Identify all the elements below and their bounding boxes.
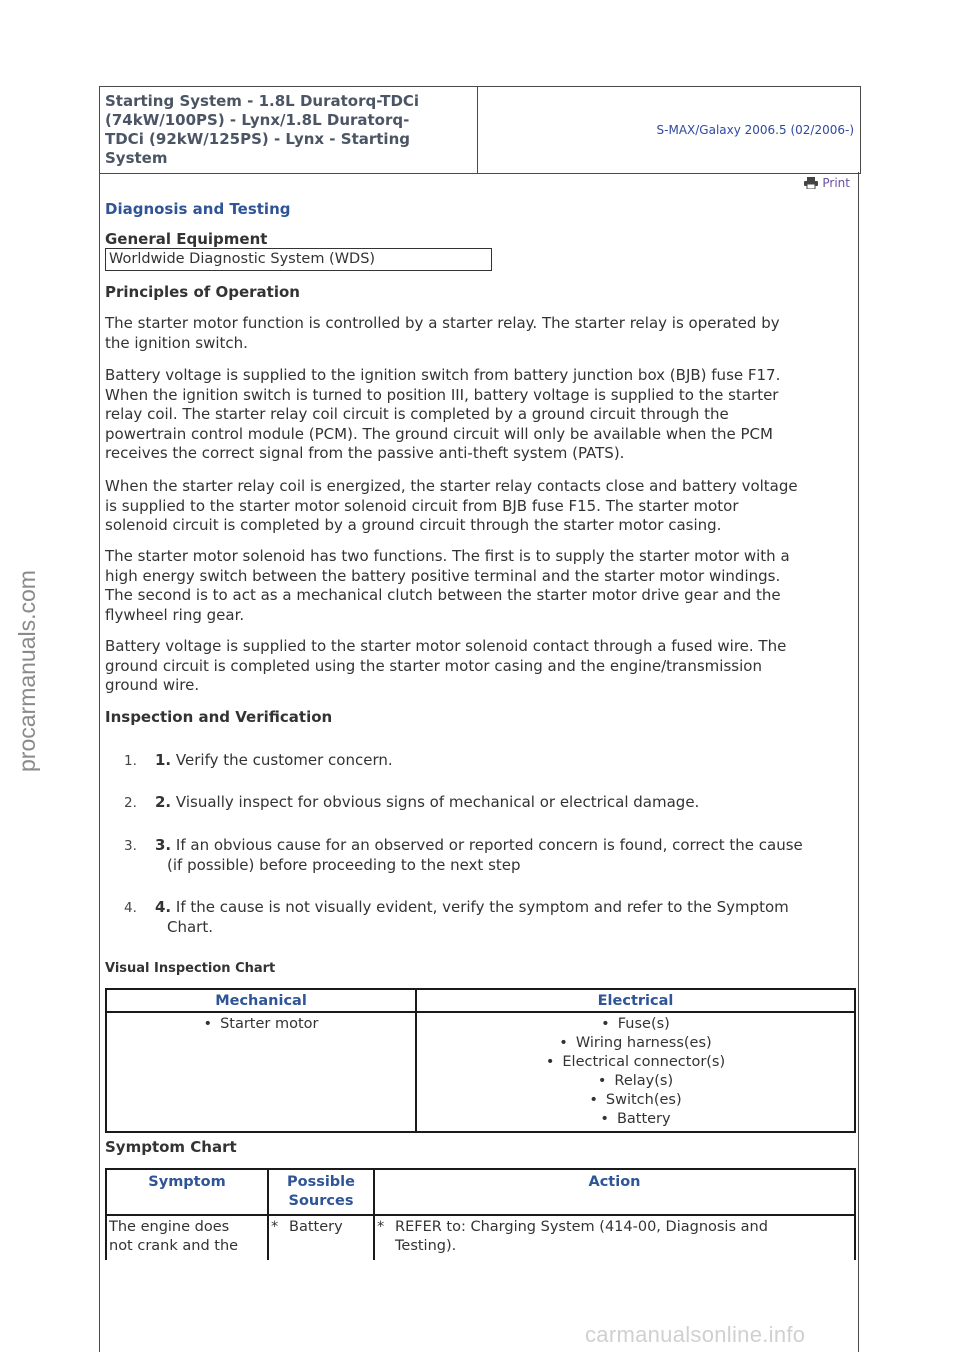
paragraph xyxy=(105,314,850,353)
paragraph xyxy=(105,366,850,464)
document-header xyxy=(99,86,861,174)
cell-text: Battery xyxy=(289,1219,343,1235)
paragraph xyxy=(105,637,850,696)
symptom-table xyxy=(105,1168,856,1260)
step-number: 1. xyxy=(155,751,172,769)
paragraph-line: flywheel ring gear. xyxy=(105,605,245,624)
side-watermark xyxy=(7,540,47,780)
side-watermark-text: procarmanuals.com xyxy=(14,570,40,772)
list-number: 1. xyxy=(124,753,137,769)
symptom-chart-title: Symptom Chart xyxy=(105,1138,237,1156)
column-header: Mechanical xyxy=(106,989,416,1012)
paragraph-line: When the ignition switch is turned to position III, battery voltage is supplied to the starter xyxy=(105,385,779,404)
paragraph-line: receives the correct signal from the passive anti-theft system (PATS). xyxy=(105,444,625,462)
paragraph-line: relay coil. The starter relay coil circuit is completed by a ground circuit through the xyxy=(105,405,729,423)
paragraph-line: solenoid circuit is completed by a ground circuit through the starter motor casing. xyxy=(105,516,722,534)
paragraph-line: The starter motor solenoid has two functions. The first is to supply the starter motor with a xyxy=(105,547,790,565)
list-number: 3. xyxy=(124,838,137,854)
print-label: Print xyxy=(822,176,850,190)
paragraph-line: The starter motor function is controlled by a starter relay. The starter relay is operated by xyxy=(105,314,780,332)
step-line: If an obvious cause for an observed or reported concern is found, correct the cause xyxy=(175,836,803,854)
list-text xyxy=(155,792,855,812)
step-line: If the cause is not visually evident, verify the symptom and refer to the Symptom xyxy=(175,898,789,916)
list-number: 2. xyxy=(124,795,137,811)
cell-line: not crank and the xyxy=(109,1238,239,1254)
list-number: 4. xyxy=(124,900,137,916)
equipment-table-cell: Worldwide Diagnostic System (WDS) xyxy=(105,248,492,271)
symptom-cell xyxy=(106,1215,268,1260)
title-line: Starting System - 1.8L Duratorq-TDCi xyxy=(105,92,420,110)
source-cell: * Battery xyxy=(268,1215,374,1260)
step-number: 4. xyxy=(155,898,172,916)
print-button[interactable] xyxy=(804,176,850,190)
paragraph-line: is supplied to the starter motor solenoid circuit from BJB fuse F15. The starter motor xyxy=(105,496,739,515)
section-title-inspection: Inspection and Verification xyxy=(105,708,333,726)
vehicle-model-text: S-MAX/Galaxy 2006.5 (02/2006-) xyxy=(656,123,854,137)
vehicle-model xyxy=(478,87,860,173)
paragraph-line: powertrain control module (PCM). The ground circuit will only be available when the PCM xyxy=(105,424,773,443)
column-header: Electrical xyxy=(416,989,855,1012)
cell-line: The engine does xyxy=(109,1219,230,1235)
printer-icon xyxy=(804,177,818,189)
bottom-watermark: carmanualsonline.info xyxy=(585,1322,806,1347)
section-title-principles: Principles of Operation xyxy=(105,283,300,301)
visual-chart-title: Visual Inspection Chart xyxy=(105,961,276,976)
list-item: • Relay(s) xyxy=(417,1072,854,1091)
visual-inspection-table xyxy=(105,988,856,1133)
list-item: • Switch(es) xyxy=(417,1091,854,1110)
header-line: Possible xyxy=(286,1174,355,1190)
list-item: • Wiring harness(es) xyxy=(417,1034,854,1053)
cell-line: Testing). xyxy=(395,1238,457,1254)
mechanical-cell xyxy=(106,1012,416,1132)
column-header: Symptom xyxy=(106,1169,268,1215)
section-title-diagnosis: Diagnosis and Testing xyxy=(105,200,291,218)
list-text xyxy=(155,835,855,875)
action-cell[interactable]: * REFER to: Charging System (414-00, Diagnosis and Testing). xyxy=(374,1215,855,1260)
step-number: 3. xyxy=(155,836,172,854)
section-title-general-equipment: General Equipment xyxy=(105,230,268,248)
list-item: • Starter motor xyxy=(107,1015,415,1034)
list-item: • Battery xyxy=(417,1110,854,1129)
list-item: • Fuse(s) xyxy=(417,1015,854,1034)
column-header xyxy=(268,1169,374,1215)
step-line: (if possible) before proceeding to the next step xyxy=(167,856,521,874)
action-link[interactable]: REFER to: Charging System (414-00, Diagnosis and xyxy=(395,1219,768,1235)
title-line: TDCi (92kW/125PS) - Lynx - Starting xyxy=(105,130,410,148)
paragraph xyxy=(105,547,850,625)
step-line: Visually inspect for obvious signs of mechanical or electrical damage. xyxy=(175,793,700,811)
document-title xyxy=(100,87,478,173)
header-line: Sources xyxy=(288,1193,354,1209)
step-line: Chart. xyxy=(167,918,213,936)
step-line: Verify the customer concern. xyxy=(175,751,393,769)
step-number: 2. xyxy=(155,793,172,811)
column-header: Action xyxy=(374,1169,855,1215)
list-text xyxy=(155,750,855,770)
paragraph-line: the ignition switch. xyxy=(105,333,248,352)
paragraph-line: ground wire. xyxy=(105,676,200,694)
paragraph-line: high energy switch between the battery positive terminal and the starter motor windings. xyxy=(105,566,781,585)
content-area xyxy=(99,172,859,1352)
list-text xyxy=(155,897,855,937)
paragraph xyxy=(105,477,850,536)
paragraph-line: When the starter relay coil is energized, the starter relay contacts close and battery voltage xyxy=(105,477,798,495)
paragraph-line: The second is to act as a mechanical clutch between the starter motor drive gear and the xyxy=(105,586,781,604)
paragraph-line: Battery voltage is supplied to the starter motor solenoid contact through a fused wire. The xyxy=(105,637,787,655)
title-line: System xyxy=(105,149,168,167)
title-line: (74kW/100PS) - Lynx/1.8L Duratorq- xyxy=(105,111,410,129)
paragraph-line: Battery voltage is supplied to the ignition switch from battery junction box (BJB) fuse F17. xyxy=(105,366,781,384)
paragraph-line: ground circuit is completed using the starter motor casing and the engine/transmission xyxy=(105,656,762,675)
list-item: • Electrical connector(s) xyxy=(417,1053,854,1072)
electrical-cell xyxy=(416,1012,855,1132)
